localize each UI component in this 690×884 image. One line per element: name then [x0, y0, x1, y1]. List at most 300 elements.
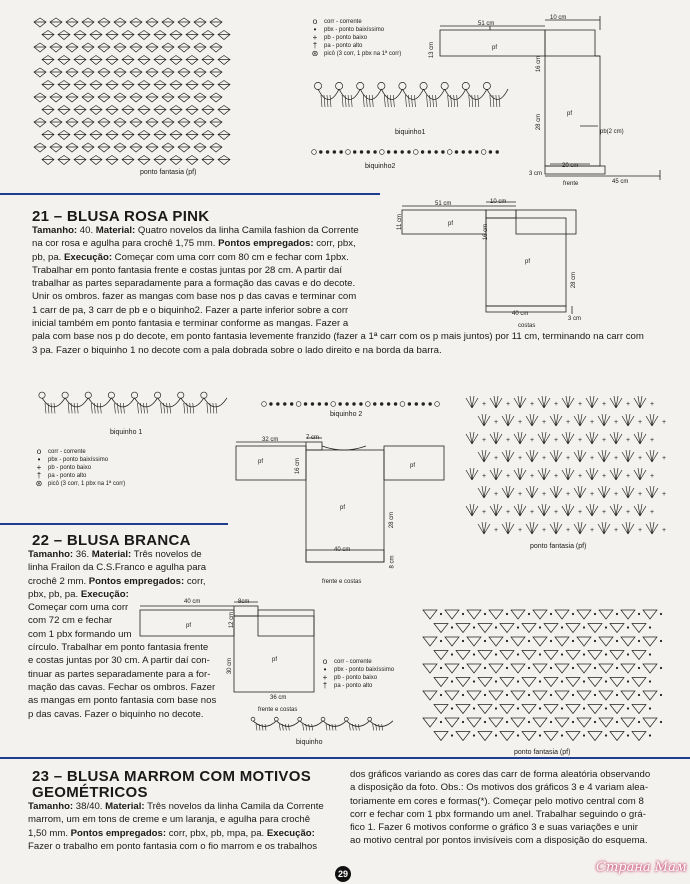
chain-stitch-icon — [539, 680, 541, 682]
chain-stitch-icon — [365, 402, 370, 407]
plus-stitch-icon: + — [494, 491, 499, 498]
diamond-stitch-icon — [202, 56, 214, 65]
shell-stitch-icon — [577, 610, 591, 619]
s21-dim-10: 10 cm — [490, 199, 507, 205]
mid-fabric-label: ponto fantasia (pf) — [530, 543, 587, 550]
picot-icon — [378, 82, 385, 89]
stitch-mark-icon — [405, 95, 406, 107]
s21-text-segment: 40. — [77, 225, 96, 236]
shell-stitch-icon — [489, 664, 503, 673]
chain-stitch-icon — [312, 150, 317, 155]
chain-stitch-icon — [462, 694, 464, 696]
stitch-mark-icon — [141, 403, 142, 413]
chain-stitch-icon — [387, 151, 390, 154]
fan-stitch-icon — [478, 486, 490, 498]
watermark — [596, 860, 687, 875]
s22-legend-text: corr - corrente — [334, 659, 372, 665]
picot-icon — [39, 392, 45, 398]
chain-stitch-icon — [394, 403, 397, 406]
stitch-mark-icon — [372, 95, 373, 107]
diamond-stitch-icon — [194, 68, 206, 77]
stitch-mark-icon — [342, 95, 343, 107]
stitch-mark-icon — [91, 403, 92, 413]
fan-stitch-icon — [622, 414, 634, 426]
plus-stitch-icon: + — [578, 437, 583, 444]
chain-stitch-icon — [561, 707, 563, 709]
s22-text-segment: Pontos empregados: — [88, 575, 185, 587]
plus-stitch-icon: + — [614, 527, 619, 534]
top-dim-51: 51 cm — [478, 21, 495, 27]
fan-stitch-icon — [598, 522, 610, 534]
s23-left-text-segment: marrom, um em tons de creme e um laranja, e agulha para crochê — [28, 814, 311, 826]
shell-stitch-icon — [610, 651, 624, 660]
chain-stitch-icon — [408, 151, 411, 154]
fan-stitch-icon — [502, 486, 514, 498]
chain-stitch-icon — [660, 694, 662, 696]
s22-text-segment: Começar com uma corr — [28, 602, 129, 614]
shell-stitch-icon — [423, 718, 437, 727]
diamond-stitch-icon — [138, 56, 150, 65]
fan-stitch-icon — [562, 468, 574, 480]
chain-stitch-icon — [649, 626, 651, 628]
stitch-mark-icon — [309, 724, 310, 730]
fan-stitch-icon — [610, 468, 622, 480]
chain-stitch-icon — [353, 403, 356, 406]
s23-left-text-line — [28, 800, 348, 813]
plus-stitch-icon: + — [530, 509, 535, 516]
diamond-stitch-icon — [186, 106, 198, 115]
shell-stitch-icon — [555, 691, 569, 700]
s21-text-segment: Tamanho: — [32, 225, 78, 236]
plus-stitch-icon: + — [638, 419, 643, 426]
fan-stitch-icon — [550, 450, 562, 462]
chain-stitch-icon — [325, 403, 328, 406]
diamond-stitch-icon — [122, 81, 134, 90]
chain-stitch-icon — [616, 721, 618, 723]
stitch-mark-icon — [414, 95, 415, 107]
s22-legend-item — [320, 658, 394, 666]
diamond-stitch-icon — [106, 81, 118, 90]
s23-left-text-line — [28, 813, 348, 826]
section-rule-22 — [0, 523, 228, 525]
diamond-stitch-icon — [58, 156, 70, 165]
stitch-mark-icon — [54, 403, 55, 413]
plus-stitch-icon: + — [554, 509, 559, 516]
diamond-stitch-icon — [202, 156, 214, 165]
diamond-stitch-icon — [82, 118, 94, 127]
stitch-mark-icon — [184, 403, 185, 413]
diamond-stitch-icon — [66, 93, 78, 102]
diamond-stitch-icon — [122, 131, 134, 140]
diamond-stitch-icon — [50, 143, 62, 152]
mid-legend — [34, 448, 125, 488]
chain-stitch-icon — [506, 613, 508, 615]
s23-right-text-segment: corr e fechar com 1 pbx formando um anel. Trabalhar seguindo o grá- — [350, 808, 646, 820]
diamond-stitch-icon — [42, 156, 54, 165]
chain-stitch-icon — [374, 151, 377, 154]
top-biquinho2-label: biquinho2 — [365, 163, 396, 170]
plus-stitch-icon: + — [518, 455, 523, 462]
plus-stitch-icon: + — [662, 419, 667, 426]
shell-stitch-icon — [511, 637, 525, 646]
stitch-symbol-icon: † — [322, 681, 328, 690]
shell-stitch-icon — [599, 610, 613, 619]
fan-stitch-icon — [526, 450, 538, 462]
diamond-stitch-icon — [42, 131, 54, 140]
s22-legend-item — [320, 666, 394, 674]
chain-stitch-icon — [605, 626, 607, 628]
chain-stitch-icon — [440, 694, 442, 696]
mid-legend-item — [34, 448, 125, 456]
plus-stitch-icon: + — [494, 455, 499, 462]
shell-stitch-icon — [544, 678, 558, 687]
diamond-stitch-icon — [82, 93, 94, 102]
chain-stitch-icon — [283, 403, 286, 406]
stitch-symbol-icon: o — [312, 17, 318, 26]
diamond-stitch-icon — [154, 31, 166, 40]
s23-left-text-segment: Material: — [105, 801, 145, 812]
fan-stitch-icon — [586, 468, 598, 480]
shell-stitch-icon — [588, 678, 602, 687]
chain-stitch-icon — [415, 403, 418, 406]
chain-stitch-icon — [539, 653, 541, 655]
shell-stitch-icon — [533, 718, 547, 727]
diamond-stitch-icon — [178, 118, 190, 127]
diamond-stitch-icon — [138, 106, 150, 115]
chain-stitch-icon — [561, 626, 563, 628]
shell-stitch-icon — [522, 732, 536, 741]
plus-stitch-icon: + — [530, 437, 535, 444]
fan-stitch-icon — [466, 468, 478, 480]
fan-stitch-icon — [622, 522, 634, 534]
s21-schematic — [392, 198, 607, 328]
plus-stitch-icon: + — [626, 401, 631, 408]
mid-pf-left: pf — [258, 459, 264, 465]
chain-stitch-icon — [649, 653, 651, 655]
diamond-stitch-icon — [122, 31, 134, 40]
shell-stitch-icon — [533, 610, 547, 619]
diamond-stitch-icon — [98, 143, 110, 152]
shell-stitch-icon — [533, 691, 547, 700]
shell-stitch-icon — [478, 732, 492, 741]
chain-stitch-icon — [380, 403, 383, 406]
mid-legend-item — [34, 480, 125, 488]
chain-stitch-icon — [627, 626, 629, 628]
s22-legend-text: pa - ponto alto — [334, 683, 373, 689]
s23-left-text-line — [28, 840, 348, 853]
picot-icon — [201, 392, 207, 398]
stitch-mark-icon — [355, 724, 356, 730]
fan-stitch-icon — [478, 414, 490, 426]
plus-stitch-icon: + — [482, 437, 487, 444]
stitch-mark-icon — [71, 403, 72, 413]
plus-stitch-icon: + — [482, 401, 487, 408]
stitch-symbol-icon: ⊛ — [35, 479, 43, 488]
shell-stitch-icon — [467, 610, 481, 619]
diamond-stitch-icon — [170, 81, 182, 90]
stitch-mark-icon — [366, 95, 367, 107]
shell-stitch-icon — [632, 732, 646, 741]
stitch-mark-icon — [48, 403, 49, 413]
mid-legend-text: pbx - ponto baixíssimo — [48, 457, 109, 463]
mid-legend-item — [34, 456, 125, 464]
stitch-mark-icon — [358, 724, 359, 730]
chain-stitch-icon — [561, 653, 563, 655]
s22-text-segment: com 1 pbx formando um — [28, 628, 132, 640]
diamond-stitch-icon — [82, 18, 94, 27]
chain-stitch-icon — [517, 707, 519, 709]
stitch-mark-icon — [312, 724, 313, 730]
chain-stitch-icon — [649, 734, 651, 736]
plus-stitch-icon: + — [482, 509, 487, 516]
chain-stitch-icon — [360, 403, 363, 406]
diamond-stitch-icon — [50, 68, 62, 77]
top-legend-text: corr - corrente — [324, 19, 362, 25]
diamond-stitch-icon — [154, 81, 166, 90]
chain-stitch-icon — [400, 402, 405, 407]
diamond-stitch-icon — [210, 18, 222, 27]
shell-stitch-icon — [610, 705, 624, 714]
shell-stitch-icon — [566, 678, 580, 687]
stitch-mark-icon — [100, 403, 101, 413]
diamond-stitch-icon — [218, 31, 230, 40]
diamond-stitch-icon — [170, 106, 182, 115]
s22-dim-40: 40 cm — [184, 599, 201, 605]
shell-stitch-icon — [599, 718, 613, 727]
shell-stitch-icon — [456, 705, 470, 714]
shell-stitch-icon — [423, 664, 437, 673]
diamond-stitch-icon — [74, 131, 86, 140]
s22-legend — [320, 658, 394, 690]
chain-stitch-icon — [318, 403, 321, 406]
chain-stitch-icon — [429, 403, 432, 406]
chain-stitch-icon — [528, 667, 530, 669]
mid-dim-40: 40 cm — [334, 547, 351, 553]
chain-stitch-icon — [360, 151, 363, 154]
s21-text-segment: inicial também em ponto fantasia e terminar conforme as mangas. Fazer a — [32, 318, 349, 330]
diamond-stitch-icon — [42, 106, 54, 115]
chain-stitch-icon — [638, 613, 640, 615]
stitch-mark-icon — [369, 95, 370, 107]
diamond-stitch-icon — [210, 43, 222, 52]
plus-stitch-icon: + — [530, 473, 535, 480]
fan-stitch-icon — [514, 468, 526, 480]
shell-stitch-icon — [456, 651, 470, 660]
plus-stitch-icon: + — [518, 419, 523, 426]
diamond-stitch-icon — [186, 81, 198, 90]
shell-stitch-icon — [588, 732, 602, 741]
chain-stitch-icon — [394, 151, 397, 154]
mid-legend-text: corr - corrente — [48, 449, 86, 455]
fan-stitch-icon — [478, 450, 490, 462]
stitch-mark-icon — [265, 724, 266, 730]
s22-text-segment: as mangas em ponto fantasia com base nos — [28, 695, 217, 707]
picot-icon — [178, 392, 184, 398]
s22-text-segment: linha Frailon da C.S.Franco e agulha para — [28, 562, 207, 574]
diamond-stitch-icon — [90, 131, 102, 140]
diamond-stitch-icon — [114, 143, 126, 152]
shell-stitch-icon — [445, 610, 459, 619]
chain-stitch-icon — [408, 403, 411, 406]
shell-stitch-icon — [544, 705, 558, 714]
diamond-stitch-icon — [194, 93, 206, 102]
chain-stitch-icon — [594, 721, 596, 723]
plus-stitch-icon: + — [638, 455, 643, 462]
plus-stitch-icon: + — [566, 455, 571, 462]
mid-biquinho2-label: biquinho 2 — [330, 411, 363, 418]
fan-stitch-icon — [634, 432, 646, 444]
diamond-stitch-icon — [34, 143, 46, 152]
stitch-mark-icon — [384, 95, 385, 107]
chain-stitch-icon — [495, 734, 497, 736]
s21-text-segment: 3 pa. Fazer o biquinho 1 no decote com a pala dobrada sobre o lado direito e na borda da barra. — [32, 344, 442, 356]
picot-icon — [274, 717, 278, 721]
plus-stitch-icon: + — [542, 491, 547, 498]
top-legend-item — [310, 50, 401, 58]
chain-stitch-icon — [473, 707, 475, 709]
top-dim-16: 16 cm — [536, 55, 543, 73]
stitch-mark-icon — [117, 403, 118, 413]
diamond-stitch-icon — [202, 81, 214, 90]
mid-pf-body: pf — [340, 505, 346, 511]
shell-stitch-icon — [445, 691, 459, 700]
diamond-stitch-icon — [58, 131, 70, 140]
shell-stitch-icon — [643, 610, 657, 619]
s22-text-segment: corr, — [184, 575, 206, 587]
chain-stitch-icon — [649, 680, 651, 682]
chain-stitch-icon — [550, 694, 552, 696]
shell-stitch-icon — [467, 691, 481, 700]
fan-stitch-icon — [610, 504, 622, 516]
chain-stitch-icon — [627, 680, 629, 682]
fan-stitch-icon — [646, 414, 658, 426]
top-legend-text: pa - ponto alto — [324, 43, 363, 49]
diamond-stitch-icon — [34, 43, 46, 52]
fan-stitch-icon — [646, 486, 658, 498]
picot-icon — [85, 392, 91, 398]
plus-stitch-icon: + — [650, 509, 655, 516]
stitch-mark-icon — [303, 724, 304, 730]
mid-dim-32: 32 cm — [262, 437, 279, 443]
stitch-mark-icon — [288, 724, 289, 730]
fan-stitch-icon — [526, 486, 538, 498]
top-legend-item — [310, 18, 401, 26]
mid-dim-8: 8 cm — [389, 555, 396, 569]
diamond-stitch-icon — [186, 131, 198, 140]
fan-stitch-icon — [598, 414, 610, 426]
chain-stitch-icon — [605, 734, 607, 736]
fan-stitch-icon — [646, 450, 658, 462]
diamond-stitch-icon — [50, 43, 62, 52]
plus-stitch-icon: + — [638, 527, 643, 534]
shell-stitch-icon — [566, 705, 580, 714]
plus-stitch-icon: + — [662, 527, 667, 534]
watermark-text: Страна Мам — [596, 860, 687, 875]
chain-stitch-icon — [367, 151, 370, 154]
s21-text-segment: Trabalhar em ponto fantasia frente e costas juntas por 28 cm. A partir daí — [32, 264, 343, 276]
chain-stitch-icon — [594, 694, 596, 696]
s22-text-segment: 36. — [73, 549, 92, 560]
plus-stitch-icon: + — [554, 401, 559, 408]
diamond-stitch-icon — [138, 81, 150, 90]
picot-icon — [131, 392, 137, 398]
plus-stitch-icon: + — [614, 419, 619, 426]
diamond-stitch-icon — [98, 18, 110, 27]
stitch-mark-icon — [279, 724, 280, 730]
diamond-stitch-icon — [178, 43, 190, 52]
diamond-stitch-icon — [106, 106, 118, 115]
chain-stitch-icon — [583, 626, 585, 628]
stitch-mark-icon — [193, 403, 194, 413]
s22-text-line — [28, 575, 228, 588]
fan-stitch-icon — [502, 522, 514, 534]
s23-right-text-line — [350, 808, 680, 821]
stitch-mark-icon — [164, 403, 165, 413]
diamond-stitch-icon — [194, 18, 206, 27]
stitch-mark-icon — [326, 724, 327, 730]
plus-stitch-icon: + — [590, 527, 595, 534]
fan-stitch-icon — [514, 396, 526, 408]
chain-stitch-icon — [550, 667, 552, 669]
chain-stitch-icon — [339, 403, 342, 406]
shell-stitch-icon — [643, 691, 657, 700]
diamond-stitch-icon — [130, 143, 142, 152]
stitch-mark-icon — [210, 403, 211, 413]
top-schematic — [430, 8, 670, 188]
top-fabric-chart — [34, 12, 234, 172]
plus-stitch-icon: + — [614, 491, 619, 498]
s21-text-segment: Quatro novelos da linha Camila fashion da Corrente — [135, 225, 359, 236]
diamond-stitch-icon — [194, 118, 206, 127]
chain-stitch-icon — [451, 626, 453, 628]
chain-stitch-icon — [401, 151, 404, 154]
plus-stitch-icon: + — [506, 401, 511, 408]
shell-stitch-icon — [533, 664, 547, 673]
s22-dim-12: 12 cm — [229, 611, 236, 629]
chain-stitch-icon — [451, 653, 453, 655]
chain-stitch-icon — [583, 707, 585, 709]
shell-stitch-icon — [632, 624, 646, 633]
stitch-symbol-icon: • — [313, 25, 317, 34]
s22-fabric-label: ponto fantasia (pf) — [514, 749, 571, 756]
s22-text-line — [28, 561, 228, 574]
stitch-mark-icon — [345, 95, 346, 107]
chain-stitch-icon — [304, 403, 307, 406]
fan-stitch-icon — [646, 522, 658, 534]
stitch-mark-icon — [285, 724, 286, 730]
fan-stitch-icon — [622, 486, 634, 498]
s22-text-line — [28, 708, 228, 721]
chain-stitch-icon — [616, 640, 618, 642]
diamond-stitch-icon — [218, 131, 230, 140]
plus-stitch-icon: + — [614, 455, 619, 462]
picot-icon — [62, 392, 68, 398]
plus-stitch-icon: + — [590, 491, 595, 498]
diamond-stitch-icon — [146, 43, 158, 52]
shell-stitch-icon — [577, 664, 591, 673]
stitch-mark-icon — [387, 95, 388, 107]
diamond-stitch-icon — [66, 68, 78, 77]
diamond-stitch-icon — [218, 156, 230, 165]
stitch-symbol-icon: + — [312, 33, 318, 42]
shell-stitch-icon — [621, 637, 635, 646]
plus-stitch-icon: + — [566, 527, 571, 534]
diamond-stitch-icon — [114, 68, 126, 77]
s22-pf-body: pf — [272, 657, 278, 663]
s21-pf-sleeve: pf — [448, 221, 454, 227]
shell-stitch-icon — [588, 651, 602, 660]
fan-stitch-icon — [634, 468, 646, 480]
